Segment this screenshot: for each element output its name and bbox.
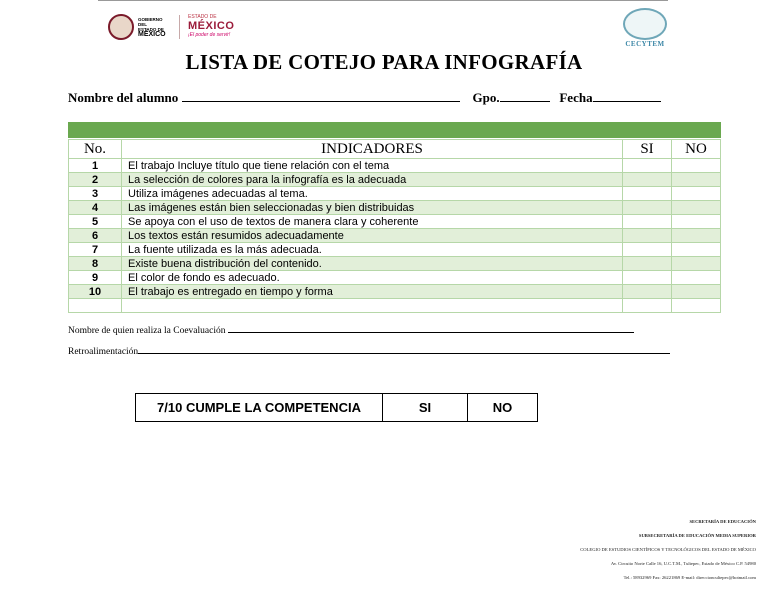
gob-logo-text <box>138 17 168 37</box>
coevaluacion-label: Nombre de quien realiza la Coevaluación <box>68 326 226 336</box>
checklist-table <box>68 139 721 313</box>
row-number: 9 <box>69 271 122 285</box>
row-indicator: El color de fondo es adecuado. <box>122 271 623 285</box>
competencia-no[interactable]: NO <box>468 394 538 422</box>
gob-logo-line-2: ESTADO DE <box>138 27 164 32</box>
si-check-cell[interactable] <box>623 215 672 229</box>
competencia-row <box>136 394 538 422</box>
row-indicator: Los textos están resumidos adecuadamente <box>122 229 623 243</box>
top-rule <box>98 0 668 1</box>
row-number: 8 <box>69 257 122 271</box>
logo-divider <box>179 15 180 39</box>
si-check-cell[interactable] <box>623 299 672 313</box>
col-header-no: No. <box>69 140 122 159</box>
si-check-cell[interactable] <box>623 173 672 187</box>
competencia-si[interactable]: SI <box>383 394 468 422</box>
row-indicator: El trabajo Incluye título que tiene relación con el tema <box>122 159 623 173</box>
checklist-header-row <box>69 140 721 159</box>
table-row <box>69 299 721 313</box>
gobierno-edomex-logo <box>108 14 168 40</box>
row-number: 2 <box>69 173 122 187</box>
row-indicator: El trabajo es entregado en tiempo y forma <box>122 285 623 299</box>
no-check-cell[interactable] <box>672 285 721 299</box>
table-row <box>69 173 721 187</box>
footer-line-3: COLEGIO DE ESTUDIOS CIENTÍFICOS Y TECNOLÓGICOS DEL ESTADO DE MÉXICO <box>580 547 756 552</box>
si-check-cell[interactable] <box>623 243 672 257</box>
coevaluacion-line <box>68 323 634 336</box>
row-number: 4 <box>69 201 122 215</box>
si-check-cell[interactable] <box>623 229 672 243</box>
table-header-bar <box>68 122 721 138</box>
retroalimentacion-label: Retroalimentación <box>68 347 139 357</box>
row-indicator: Se apoya con el uso de textos de manera clara y coherente <box>122 215 623 229</box>
table-row <box>69 285 721 299</box>
row-indicator <box>122 299 623 313</box>
row-number: 3 <box>69 187 122 201</box>
cecytem-logo <box>621 8 669 48</box>
student-name-field[interactable] <box>182 90 460 102</box>
table-row <box>69 229 721 243</box>
no-check-cell[interactable] <box>672 243 721 257</box>
si-check-cell[interactable] <box>623 257 672 271</box>
table-row <box>69 271 721 285</box>
no-check-cell[interactable] <box>672 299 721 313</box>
si-check-cell[interactable] <box>623 271 672 285</box>
row-indicator: Las imágenes están bien seleccionadas y bien distribuidas <box>122 201 623 215</box>
footer-line-2: SUBSECRETARÍA DE EDUCACIÓN MEDIA SUPERIOR <box>638 533 756 538</box>
group-field[interactable] <box>500 90 550 102</box>
table-row <box>69 243 721 257</box>
si-check-cell[interactable] <box>623 201 672 215</box>
group-label: Gpo. <box>472 90 500 105</box>
row-number <box>69 299 122 313</box>
no-check-cell[interactable] <box>672 187 721 201</box>
row-indicator: La fuente utilizada es la más adecuada. <box>122 243 623 257</box>
footer-line-1: SECRETARÍA DE EDUCACIÓN <box>689 519 756 524</box>
row-number: 5 <box>69 215 122 229</box>
coevaluacion-field[interactable] <box>228 323 634 333</box>
no-check-cell[interactable] <box>672 159 721 173</box>
row-number: 7 <box>69 243 122 257</box>
no-check-cell[interactable] <box>672 271 721 285</box>
si-check-cell[interactable] <box>623 187 672 201</box>
footer-line-5: Tel.: 58932969 Fax: 26221869 E-mail: direccioncultepec@hotmail.com <box>623 575 756 580</box>
gob-logo-line-3: MÉXICO <box>138 31 166 38</box>
cecytem-emblem-icon <box>623 8 667 40</box>
mexico-logo-main: MÉXICO <box>188 20 235 32</box>
table-row <box>69 201 721 215</box>
page-title: LISTA DE COTEJO PARA INFOGRAFÍA <box>185 50 583 74</box>
institution-footer <box>580 515 756 585</box>
table-row <box>69 257 721 271</box>
mexico-logo <box>188 14 234 38</box>
mexico-logo-tagline: ¡El poder de servir! <box>188 32 231 38</box>
col-header-no-check: NO <box>672 140 721 159</box>
table-row <box>69 215 721 229</box>
si-check-cell[interactable] <box>623 285 672 299</box>
mexico-logo-top: ESTADO DE <box>188 14 217 20</box>
col-header-indicadores: INDICADORES <box>122 140 623 159</box>
no-check-cell[interactable] <box>672 201 721 215</box>
cecytem-label: CECYTEM <box>625 40 665 48</box>
retroalimentacion-field[interactable] <box>138 344 670 354</box>
row-number: 10 <box>69 285 122 299</box>
no-check-cell[interactable] <box>672 229 721 243</box>
no-check-cell[interactable] <box>672 173 721 187</box>
student-info-line <box>68 90 688 106</box>
col-header-si: SI <box>623 140 672 159</box>
table-row <box>69 159 721 173</box>
competencia-label: 7/10 CUMPLE LA COMPETENCIA <box>136 394 383 422</box>
row-number: 6 <box>69 229 122 243</box>
no-check-cell[interactable] <box>672 215 721 229</box>
competencia-box <box>135 393 538 422</box>
row-indicator: Utiliza imágenes adecuadas al tema. <box>122 187 623 201</box>
row-indicator: La selección de colores para la infografía es la adecuada <box>122 173 623 187</box>
footer-line-4: Av. Circuito Norte Calle 16, U.C.T.M., Tultepec, Estado de México C.P. 54980 <box>610 561 756 566</box>
table-row <box>69 187 721 201</box>
date-label: Fecha <box>559 90 593 105</box>
date-field[interactable] <box>593 90 661 102</box>
student-name-label: Nombre del alumno <box>68 90 179 105</box>
state-seal-icon <box>108 14 134 40</box>
si-check-cell[interactable] <box>623 159 672 173</box>
no-check-cell[interactable] <box>672 257 721 271</box>
gob-logo-line-1: GOBIERNO DEL <box>138 17 163 27</box>
retroalimentacion-line <box>68 344 670 357</box>
row-number: 1 <box>69 159 122 173</box>
row-indicator: Existe buena distribución del contenido. <box>122 257 623 271</box>
